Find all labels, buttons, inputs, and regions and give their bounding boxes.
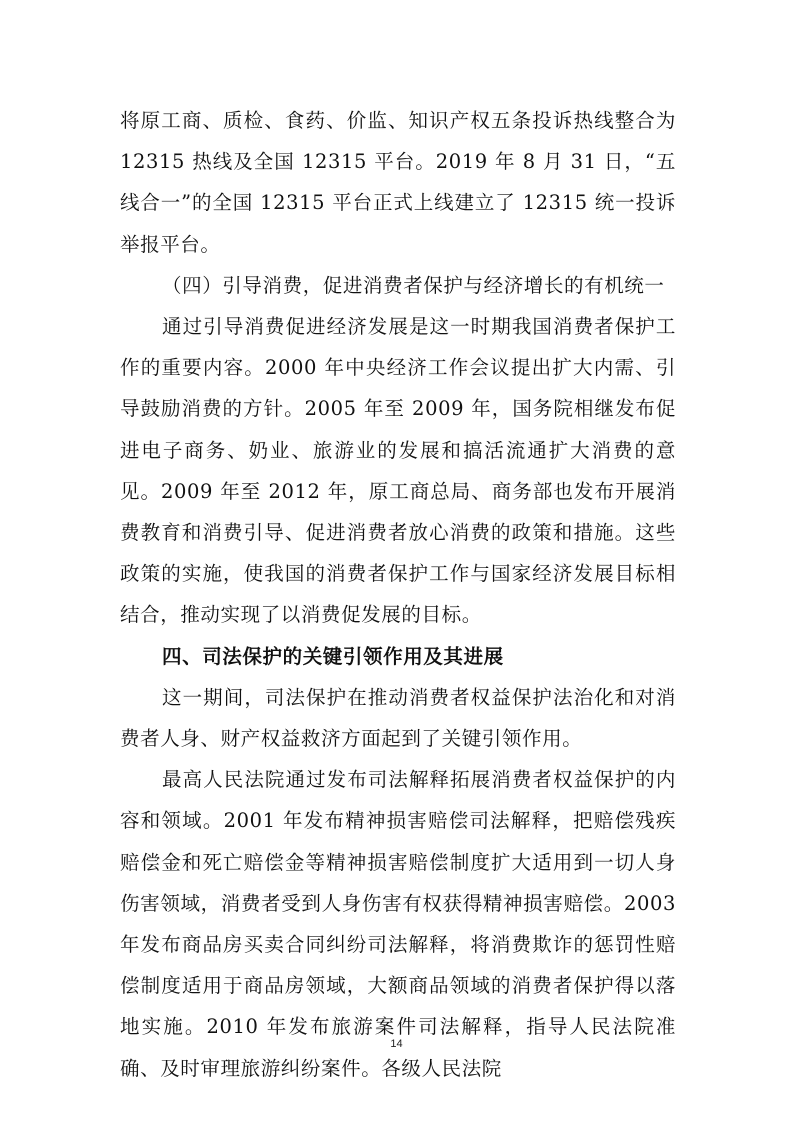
paragraph-guide-consumption: 通过引导消费促进经济发展是这一时期我国消费者保护工作的重要内容。2000 年中央经济工作会议提出扩大内需、引导鼓励消费的方针。2005 年至 2009 年，国务院相继发布促进电子商务、奶业、旅游业的发展和搞活流通扩大消费的意见。2009 年至 2012 年，原工商总局、商务部也发布开展消费教育和消费引导、促进消费者放心消费的政策和措施。这些政策的实施，使我国的消费者保护工作与国家经济发展目标相结合，推动实现了以消费促发展的目标。 [120, 315, 676, 627]
section-heading-judicial-protection: 四、司法保护的关键引领作用及其进展 [162, 644, 504, 668]
document-body [120, 100, 676, 1089]
paragraph-12315-platform: 将原工商、质检、食药、价监、知识产权五条投诉热线整合为 12315 热线及全国 12315 平台。2019 年 8 月 31 日，“五线合一”的全国 12315 平台正式上线建立了 12315 统一投诉举报平台。 [120, 109, 676, 256]
paragraph-judicial-intro: 这一期间，司法保护在推动消费者权益保护法治化和对消费者人身、财产权益救济方面起到了关键引领作用。 [120, 685, 676, 751]
page-number: 14 [390, 1038, 403, 1050]
section-heading-guide-consumption: （四）引导消费，促进消费者保护与经济增长的有机统一 [162, 273, 665, 297]
paragraph-judicial-interpretations: 最高人民法院通过发布司法解释拓展消费者权益保护的内容和领域。2001 年发布精神损害赔偿司法解释，把赔偿残疾赔偿金和死亡赔偿金等精神损害赔偿制度扩大适用到一切人身伤害领域，消费者受到人身伤害有权获得精神损害赔偿。2003 年发布商品房买卖合同纠纷司法解释，将消费欺诈的惩罚性赔偿制度适用于商品房领域，大额商品领域的消费者保护得以落地实施。2010 年发布旅游案件司法解释，指导人民法院准确、及时审理旅游纠纷案件。各级人民法院 [120, 768, 676, 1080]
